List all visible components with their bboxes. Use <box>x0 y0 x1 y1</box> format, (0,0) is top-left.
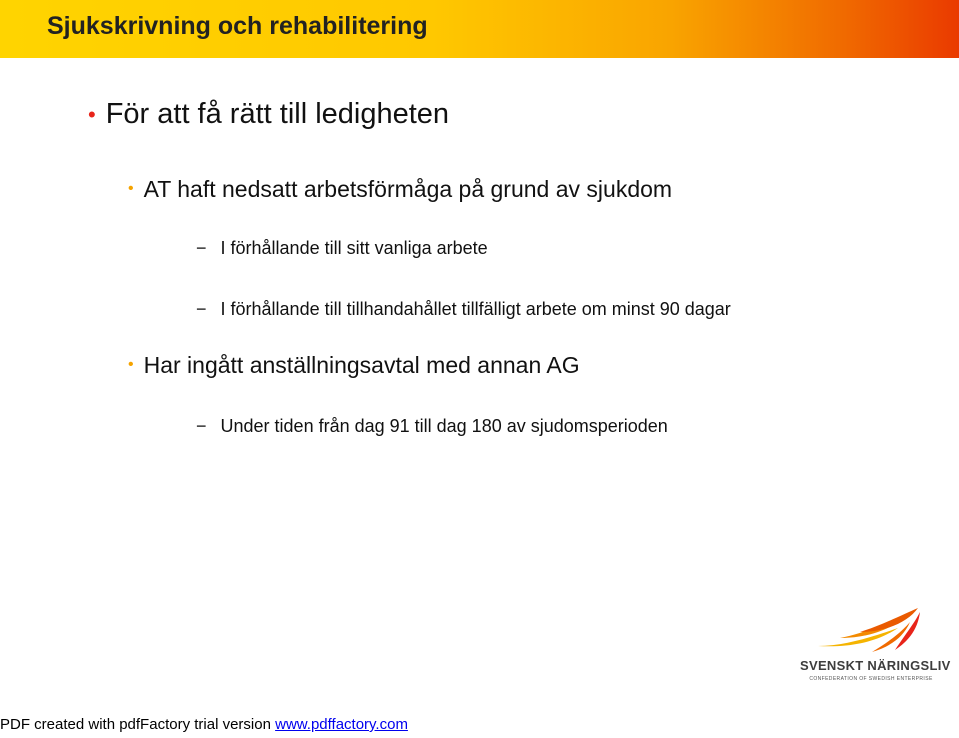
bullet-text: AT haft nedsatt arbetsförmåga på grund av sjukdom <box>143 176 673 202</box>
bullet-level1 <box>88 98 449 131</box>
bullet-text: Under tiden från dag 91 till dag 180 av sjudomsperioden <box>220 416 668 436</box>
bullet-level3 <box>196 416 668 437</box>
dash-icon: − <box>196 238 207 258</box>
logo-subtitle: CONFEDERATION OF SWEDISH ENTERPRISE <box>809 676 933 682</box>
bullet-level3 <box>196 299 731 320</box>
logo-name: SVENSKT NÄRINGSLIV <box>800 658 951 673</box>
slide-title: Sjukskrivning och rehabilitering <box>47 12 428 40</box>
footer-text: PDF created with pdfFactory trial version <box>0 716 276 733</box>
red-bullet-icon: • <box>88 102 96 127</box>
footer <box>0 716 408 733</box>
bullet-level2 <box>128 352 580 379</box>
bullet-text: I förhållande till tillhandahållet tillfälligt arbete om minst 90 dagar <box>220 299 731 319</box>
bullet-text: I förhållande till sitt vanliga arbete <box>220 238 488 258</box>
orange-bullet-icon: • <box>128 356 134 373</box>
dash-icon: − <box>196 416 207 436</box>
bullet-text: Har ingått anställningsavtal med annan AG <box>143 352 580 378</box>
dash-icon: − <box>196 299 207 319</box>
bullet-level3 <box>196 238 488 259</box>
footer-link[interactable]: www.pdffactory.com <box>275 716 408 733</box>
bullet-text: För att få rätt till ledigheten <box>105 98 450 130</box>
orange-bullet-icon: • <box>128 180 134 197</box>
bullet-level2 <box>128 176 672 203</box>
svenskt-naringsliv-logo <box>800 606 951 688</box>
flame-logo-icon <box>800 606 942 658</box>
